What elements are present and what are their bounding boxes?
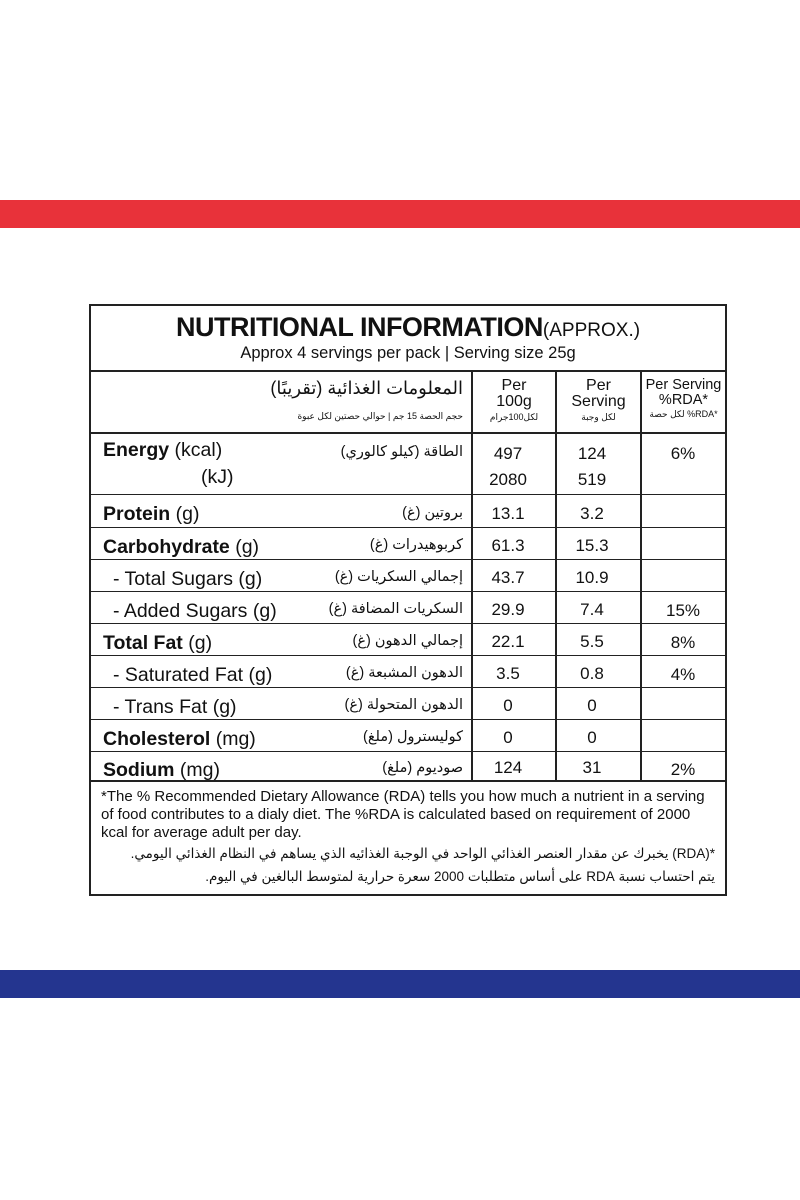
row-label-trans-fat: - Trans Fat (g) (113, 696, 237, 718)
title-approx: (APPROX.) (542, 320, 641, 341)
row-label-ar-added-sugars: السكريات المضافة (غ) (328, 601, 463, 617)
row-label-ar-total-sugars: إجمالي السكريات (غ) (334, 569, 463, 585)
column-header-per100g: Per 100g لكل100جرام (489, 377, 539, 422)
row-divider (91, 559, 725, 560)
row-divider (91, 527, 725, 528)
row-label-protein: Protein (g) (103, 503, 200, 525)
row-label-ar-protein: بروتين (غ) (402, 505, 463, 521)
row-label-added-sugars: - Added Sugars (g) (113, 600, 277, 622)
row-divider (91, 591, 725, 592)
value-per100-total-fat: 22.1 (491, 632, 525, 651)
row-divider (91, 751, 725, 752)
row-label-ar-cholesterol: كوليسترول (ملغ) (362, 729, 463, 745)
column-header-rda: Per Serving %RDA* لكل حصة %RDA* (645, 377, 722, 419)
bottom-blue-band (0, 970, 800, 998)
value-serving-energy-kj: 519 (577, 470, 607, 489)
top-red-band (0, 200, 800, 228)
row-label-ar-sodium: صوديوم (ملغ) (382, 760, 463, 776)
row-label-ar-total-fat: إجمالي الدهون (غ) (352, 633, 463, 649)
value-serving-trans-fat: 0 (587, 696, 597, 715)
panel-title (91, 312, 725, 343)
row-label-carbohydrate: Carbohydrate (g) (103, 536, 260, 558)
value-per100-protein: 13.1 (491, 504, 525, 523)
row-label-ar-carbohydrate: كربوهيدرات (غ) (369, 537, 463, 553)
arabic-section-title: المعلومات الغذائية (تقريبًا) (270, 378, 463, 398)
value-serving-cholesterol: 0 (587, 728, 597, 747)
row-divider (91, 719, 725, 720)
value-serving-total-fat: 5.5 (580, 632, 604, 651)
value-per100-added-sugars: 29.9 (491, 600, 525, 619)
row-divider (91, 655, 725, 656)
value-serving-added-sugars: 7.4 (580, 600, 604, 619)
serving-info: Approx 4 servings per pack | Serving size 25g (240, 344, 576, 362)
value-per100-carbohydrate: 61.3 (491, 536, 525, 555)
panel-header (91, 306, 725, 372)
value-per100-total-sugars: 43.7 (491, 568, 525, 587)
footnote-arabic-line1: *(RDA) يخبرك عن مقدار العنصر الغذائي الواحد في الوجبة الغذائيه الذي يساهم في النظام الغذائي اليومي. (130, 846, 715, 861)
value-per100-energy-kj: 2080 (489, 470, 527, 489)
row-label-ar-energy: الطاقة (كيلو كالوري) (340, 444, 463, 460)
arabic-serving-note: حجم الحصة 15 جم | حوالي حصتين لكل عبوة (297, 411, 463, 421)
footnote-english: *The % Recommended Dietary Allowance (RDA) tells you how much a nutrient in a serving of food contributes to a dialy diet. The %RDA is calculated based on requirement of 2000 kcal for average adult per day. (101, 788, 705, 841)
nutrition-table (91, 370, 725, 782)
value-rda-total-fat: 8% (670, 633, 696, 652)
value-per100-sodium: 124 (493, 758, 523, 777)
value-serving-protein: 3.2 (580, 504, 604, 523)
value-serving-energy-kcal: 124 (577, 444, 607, 463)
title-main: NUTRITIONAL INFORMATION (175, 312, 543, 342)
row-label-total-fat: Total Fat (g) (103, 632, 213, 654)
value-rda-added-sugars: 15% (665, 601, 701, 620)
value-rda-energy: 6% (670, 444, 696, 463)
value-per100-energy-kcal: 497 (493, 444, 523, 463)
value-serving-total-sugars: 10.9 (575, 568, 609, 587)
value-per100-trans-fat: 0 (503, 696, 513, 715)
row-label-total-sugars: - Total Sugars (g) (113, 568, 263, 590)
value-serving-carbohydrate: 15.3 (575, 536, 609, 555)
value-per100-cholesterol: 0 (503, 728, 513, 747)
row-divider (91, 494, 725, 495)
row-label-ar-trans-fat: الدهون المتحولة (غ) (344, 697, 463, 713)
column-header-per-serving: Per Serving لكل وجبة (571, 377, 626, 422)
value-serving-sodium: 31 (582, 758, 602, 777)
row-label-ar-saturated-fat: الدهون المشبعة (غ) (345, 665, 463, 681)
footnote-arabic-line2: يتم احتساب نسبة RDA على أساس متطلبات 2000 سعرة حرارية لمتوسط البالغين في اليوم. (205, 869, 715, 884)
row-divider (91, 432, 725, 434)
row-label-cholesterol: Cholesterol (mg) (103, 728, 256, 750)
row-label-saturated-fat: - Saturated Fat (g) (113, 664, 273, 686)
value-rda-saturated-fat: 4% (670, 665, 696, 684)
row-label-sodium: Sodium (mg) (103, 759, 220, 781)
value-per100-saturated-fat: 3.5 (496, 664, 520, 683)
value-serving-saturated-fat: 0.8 (580, 664, 604, 683)
row-label-energy-kj: (kJ) (201, 466, 234, 488)
row-divider (91, 687, 725, 688)
row-label-energy: Energy (kcal) (103, 439, 223, 461)
value-rda-sodium: 2% (670, 760, 696, 779)
nutrition-facts-panel (89, 304, 727, 896)
row-divider (91, 623, 725, 624)
